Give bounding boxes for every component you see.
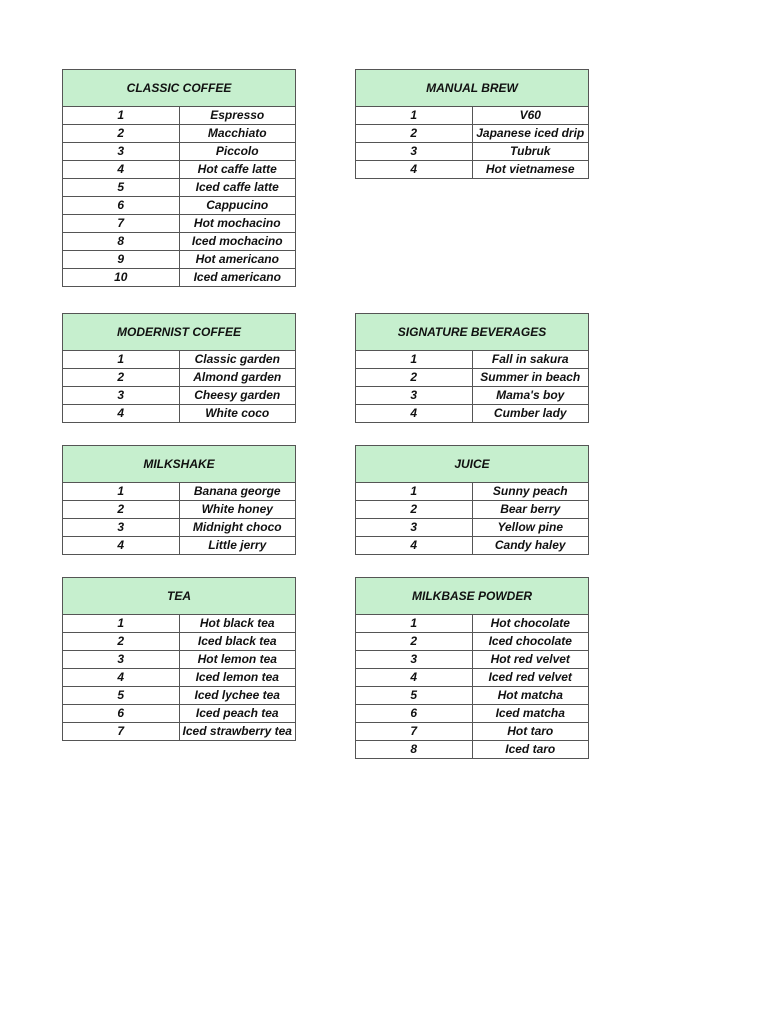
table-row: [63, 651, 296, 669]
item-number: 1: [356, 351, 473, 369]
item-number: 2: [63, 369, 180, 387]
item-name: Hot red velvet: [472, 651, 589, 669]
item-name: Hot chocolate: [472, 615, 589, 633]
table-row: [356, 369, 589, 387]
item-name: Mama's boy: [472, 387, 589, 405]
table-milkbase-powder: [355, 577, 589, 759]
item-number: 2: [63, 633, 180, 651]
item-name: Japanese iced drip: [472, 125, 589, 143]
item-name: Hot americano: [179, 251, 296, 269]
item-number: 6: [63, 705, 180, 723]
item-number: 4: [356, 537, 473, 555]
item-name: Classic garden: [179, 351, 296, 369]
table-row: [356, 483, 589, 501]
item-number: 8: [63, 233, 180, 251]
table-header-row: [63, 314, 296, 351]
item-name: Little jerry: [179, 537, 296, 555]
item-number: 2: [63, 501, 180, 519]
item-number: 3: [356, 519, 473, 537]
table-row: [63, 387, 296, 405]
table-classic-coffee: [62, 69, 296, 287]
item-name: Candy haley: [472, 537, 589, 555]
item-number: 2: [356, 501, 473, 519]
item-name: Piccolo: [179, 143, 296, 161]
table-row: [356, 125, 589, 143]
item-name: Midnight choco: [179, 519, 296, 537]
item-number: 4: [356, 161, 473, 179]
table-row: [356, 669, 589, 687]
item-number: 2: [63, 125, 180, 143]
item-name: Cappucino: [179, 197, 296, 215]
table-header-row: [356, 578, 589, 615]
item-number: 3: [63, 519, 180, 537]
table-title: JUICE: [356, 446, 589, 483]
table-row: [63, 687, 296, 705]
table-row: [63, 369, 296, 387]
table-row: [356, 519, 589, 537]
item-name: Banana george: [179, 483, 296, 501]
table-juice: [355, 445, 589, 555]
table-row: [63, 705, 296, 723]
item-name: Iced chocolate: [472, 633, 589, 651]
item-number: 1: [356, 107, 473, 125]
table-row: [63, 723, 296, 741]
table-row: [356, 501, 589, 519]
item-number: 3: [63, 143, 180, 161]
item-number: 4: [63, 669, 180, 687]
item-number: 3: [356, 143, 473, 161]
table-row: [63, 501, 296, 519]
item-name: Iced red velvet: [472, 669, 589, 687]
item-name: White coco: [179, 405, 296, 423]
item-number: 5: [63, 687, 180, 705]
table-title: MILKBASE POWDER: [356, 578, 589, 615]
item-name: Hot caffe latte: [179, 161, 296, 179]
item-name: Yellow pine: [472, 519, 589, 537]
table-row: [356, 107, 589, 125]
table-row: [356, 723, 589, 741]
item-name: Hot black tea: [179, 615, 296, 633]
table-row: [356, 537, 589, 555]
item-number: 1: [63, 107, 180, 125]
item-number: 1: [63, 615, 180, 633]
table-tea: [62, 577, 296, 741]
item-number: 6: [63, 197, 180, 215]
item-name: Iced mochacino: [179, 233, 296, 251]
table-title: CLASSIC COFFEE: [63, 70, 296, 107]
item-number: 1: [63, 483, 180, 501]
table-row: [356, 143, 589, 161]
table-row: [63, 633, 296, 651]
table-row: [356, 405, 589, 423]
table-row: [63, 669, 296, 687]
item-name: Bear berry: [472, 501, 589, 519]
item-number: 3: [63, 651, 180, 669]
table-row: [63, 483, 296, 501]
item-number: 7: [356, 723, 473, 741]
table-header-row: [356, 314, 589, 351]
item-name: Cheesy garden: [179, 387, 296, 405]
item-number: 4: [63, 405, 180, 423]
item-number: 4: [356, 405, 473, 423]
table-row: [356, 741, 589, 759]
item-name: Iced lychee tea: [179, 687, 296, 705]
table-title: MANUAL BREW: [356, 70, 589, 107]
table-row: [356, 615, 589, 633]
item-number: 9: [63, 251, 180, 269]
item-name: Tubruk: [472, 143, 589, 161]
item-number: 5: [63, 179, 180, 197]
item-name: Sunny peach: [472, 483, 589, 501]
item-name: Summer in beach: [472, 369, 589, 387]
item-name: Iced lemon tea: [179, 669, 296, 687]
item-number: 4: [63, 537, 180, 555]
table-signature-beverages: [355, 313, 589, 423]
table-header-row: [63, 70, 296, 107]
table-row: [63, 107, 296, 125]
item-number: 7: [63, 215, 180, 233]
table-row: [356, 161, 589, 179]
table-row: [63, 215, 296, 233]
item-name: Hot matcha: [472, 687, 589, 705]
table-row: [63, 615, 296, 633]
table-modernist-coffee: [62, 313, 296, 423]
item-name: Macchiato: [179, 125, 296, 143]
item-name: Iced peach tea: [179, 705, 296, 723]
item-name: Iced black tea: [179, 633, 296, 651]
item-number: 4: [63, 161, 180, 179]
table-row: [356, 705, 589, 723]
item-name: Espresso: [179, 107, 296, 125]
item-number: 3: [63, 387, 180, 405]
item-number: 5: [356, 687, 473, 705]
item-name: Iced taro: [472, 741, 589, 759]
table-row: [63, 179, 296, 197]
item-name: Hot taro: [472, 723, 589, 741]
table-row: [356, 687, 589, 705]
table-row: [63, 351, 296, 369]
table-title: TEA: [63, 578, 296, 615]
item-number: 10: [63, 269, 180, 287]
table-row: [63, 143, 296, 161]
item-name: Hot mochacino: [179, 215, 296, 233]
item-number: 2: [356, 369, 473, 387]
item-number: 2: [356, 125, 473, 143]
table-manual-brew: [355, 69, 589, 179]
table-row: [356, 351, 589, 369]
item-name: Hot lemon tea: [179, 651, 296, 669]
table-row: [63, 233, 296, 251]
table-row: [63, 519, 296, 537]
item-number: 2: [356, 633, 473, 651]
item-number: 6: [356, 705, 473, 723]
table-row: [63, 161, 296, 179]
item-number: 1: [356, 615, 473, 633]
item-name: V60: [472, 107, 589, 125]
table-header-row: [356, 446, 589, 483]
item-number: 7: [63, 723, 180, 741]
item-number: 8: [356, 741, 473, 759]
table-title: MODERNIST COFFEE: [63, 314, 296, 351]
table-row: [63, 405, 296, 423]
table-milkshake: [62, 445, 296, 555]
item-name: Iced strawberry tea: [179, 723, 296, 741]
table-row: [356, 387, 589, 405]
table-header-row: [63, 578, 296, 615]
item-number: 1: [63, 351, 180, 369]
table-row: [63, 537, 296, 555]
table-row: [63, 125, 296, 143]
table-header-row: [356, 70, 589, 107]
item-number: 1: [356, 483, 473, 501]
item-name: Iced caffe latte: [179, 179, 296, 197]
item-name: Cumber lady: [472, 405, 589, 423]
table-row: [63, 251, 296, 269]
item-number: 3: [356, 387, 473, 405]
table-title: SIGNATURE BEVERAGES: [356, 314, 589, 351]
item-number: 3: [356, 651, 473, 669]
item-name: Almond garden: [179, 369, 296, 387]
item-name: Iced matcha: [472, 705, 589, 723]
item-name: White honey: [179, 501, 296, 519]
table-row: [356, 651, 589, 669]
item-number: 4: [356, 669, 473, 687]
table-title: MILKSHAKE: [63, 446, 296, 483]
table-row: [63, 197, 296, 215]
item-name: Hot vietnamese: [472, 161, 589, 179]
table-row: [356, 633, 589, 651]
table-header-row: [63, 446, 296, 483]
item-name: Fall in sakura: [472, 351, 589, 369]
table-row: [63, 269, 296, 287]
item-name: Iced americano: [179, 269, 296, 287]
